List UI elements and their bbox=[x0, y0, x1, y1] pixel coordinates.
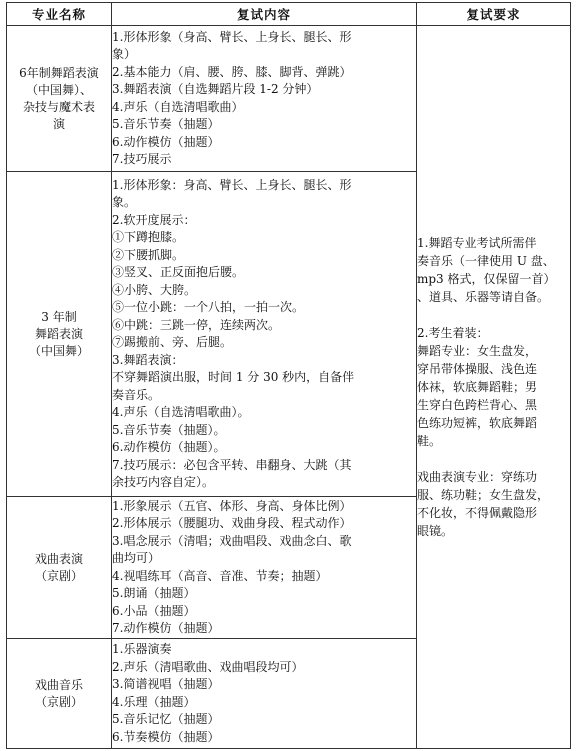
text-line: 1.形体形象：身高、臂长、上身长、腿长、形 bbox=[112, 177, 352, 192]
text-line: ⑥中跳：三跳一停，连续两次。 bbox=[112, 317, 281, 332]
text-line: 3.舞蹈表演： bbox=[112, 352, 184, 367]
requirements-cell bbox=[417, 26, 571, 749]
text-line: ③竖叉、正反面抱后腰。 bbox=[112, 265, 245, 279]
text-line: 6.节奏模仿（抽题） bbox=[112, 729, 220, 744]
text-line: 戏曲音乐 bbox=[34, 677, 83, 692]
text-line: 演 bbox=[52, 116, 65, 131]
text-line: 3.舞蹈表演（自选舞蹈片段 1-2 分钟） bbox=[112, 82, 319, 96]
text-line: 6.小品（抽题） bbox=[112, 603, 196, 618]
text-line: （京剧） bbox=[34, 694, 83, 709]
text-line: 奏音乐（一律使用 U 盘、 bbox=[417, 254, 555, 268]
text-line: （京剧） bbox=[34, 568, 83, 583]
text-line: 不穿舞蹈演出服，时间 1 分 30 秒内，自备伴 bbox=[112, 370, 355, 384]
text-line: 6.动作模仿（抽题） bbox=[112, 134, 220, 149]
text-line: 5.音乐节奏（抽题） bbox=[112, 117, 220, 131]
text-line: 4.声乐（自选清唱歌曲） bbox=[112, 99, 244, 114]
text-line: 不化妆，不得佩戴隐形 bbox=[417, 506, 538, 520]
text-line: 服、练功鞋；女生盘发， bbox=[417, 488, 550, 502]
text-line: 7.动作模仿（抽题） bbox=[112, 621, 220, 635]
text-line: 6.动作模仿（抽题）。 bbox=[112, 440, 226, 454]
text-line: 2.声乐（清唱歌曲、戏曲唱段均可） bbox=[112, 659, 304, 674]
text-line: 象） bbox=[112, 47, 137, 61]
text-line: 7.技巧展示 bbox=[112, 152, 172, 166]
text-line: 4.视唱练耳（高音、音准、节奏；抽题） bbox=[112, 568, 328, 583]
header-requirements: 复试要求 bbox=[417, 3, 571, 26]
text-line: 鞋。 bbox=[417, 434, 442, 448]
text-line: 杂技与魔术表 bbox=[22, 99, 95, 114]
text-line: 色练功短裤，软底舞蹈 bbox=[417, 416, 538, 430]
text-line: ⑦踢搬前、旁、后腿。 bbox=[112, 335, 233, 349]
text-line: 4.乐理（抽题） bbox=[112, 694, 196, 709]
text-line: 2.基本能力（肩、腰、胯、膝、脚背、弹跳） bbox=[112, 64, 352, 79]
requirements-para-1 bbox=[417, 234, 570, 306]
table-header-row bbox=[7, 3, 571, 26]
major-cell bbox=[7, 172, 112, 497]
text-line: 5.朗诵（抽题） bbox=[112, 586, 196, 600]
text-line: 余技巧内容自定）。 bbox=[112, 475, 215, 489]
text-line: 5.音乐记忆（抽题） bbox=[112, 712, 220, 726]
text-line: 1.乐器演奏 bbox=[112, 642, 172, 656]
text-line: ①下蹲抱膝。 bbox=[112, 230, 185, 244]
text-line: 曲均可） bbox=[112, 551, 161, 565]
requirements-para-2 bbox=[417, 324, 570, 450]
text-line: 象。 bbox=[112, 195, 137, 209]
text-line: ⑤一位小跳：一个八拍，一拍一次。 bbox=[112, 300, 305, 314]
text-line: 体袜，软底舞蹈鞋；男 bbox=[417, 380, 538, 394]
text-line: ④小胯、大胯。 bbox=[112, 282, 197, 297]
header-content: 复试内容 bbox=[112, 3, 417, 26]
text-line: 奏音乐。 bbox=[112, 387, 161, 402]
text-line: 舞蹈专业：女生盘发， bbox=[417, 344, 538, 358]
content-cell bbox=[112, 639, 417, 749]
text-line: 5.音乐节奏（抽题）。 bbox=[112, 422, 226, 437]
text-line: 3.唱念展示（清唱；戏曲唱段、戏曲念白、歌 bbox=[112, 533, 352, 548]
text-line: （中国舞） bbox=[28, 343, 89, 358]
text-line: 1.形象展示（五官、体形、身高、身体比例） bbox=[112, 498, 352, 513]
header-major: 专业名称 bbox=[7, 3, 112, 26]
text-line: 生穿白色跨栏背心、黑 bbox=[417, 398, 538, 412]
text-line: （中国舞）、 bbox=[25, 82, 92, 97]
major-cell bbox=[7, 497, 112, 639]
table-row bbox=[7, 26, 571, 172]
major-cell bbox=[7, 26, 112, 172]
text-line: ②下腰抓脚。 bbox=[112, 247, 185, 262]
text-line: 3 年制 bbox=[41, 309, 77, 324]
exam-table bbox=[6, 2, 571, 749]
text-line: 穿吊带体操服、浅色连 bbox=[417, 362, 538, 376]
text-line: 、道具、乐器等请自备。 bbox=[417, 290, 550, 304]
text-line: 1.舞蹈专业考试所需伴 bbox=[417, 236, 537, 250]
text-line: 6年制舞蹈表演 bbox=[19, 65, 99, 80]
text-line: 3.简谱视唱（抽题） bbox=[112, 677, 220, 691]
content-cell bbox=[112, 26, 417, 172]
text-line: 戏曲表演专业：穿练功 bbox=[417, 470, 538, 484]
content-cell bbox=[112, 497, 417, 639]
text-line: 戏曲表演 bbox=[34, 551, 83, 566]
text-line: 1.形体形象（身高、臂长、上身长、腿长、形 bbox=[112, 29, 352, 44]
major-cell bbox=[7, 639, 112, 749]
text-line: 4.声乐（自选清唱歌曲）。 bbox=[112, 405, 250, 419]
text-line: 2.形体展示（腰腿功、戏曲身段、程式动作） bbox=[112, 516, 352, 530]
text-line: 2.考生着装： bbox=[417, 326, 489, 340]
text-line: 舞蹈表演 bbox=[34, 326, 83, 341]
requirements-para-3 bbox=[417, 468, 570, 540]
text-line: 7.技巧展示：必包含平转、串翻身、大跳（其 bbox=[112, 457, 352, 472]
text-line: 眼镜。 bbox=[417, 524, 454, 538]
text-line: 2.软开度展示： bbox=[112, 212, 196, 227]
content-cell bbox=[112, 172, 417, 497]
text-line: mp3 格式，仅保留一首） bbox=[417, 272, 556, 286]
